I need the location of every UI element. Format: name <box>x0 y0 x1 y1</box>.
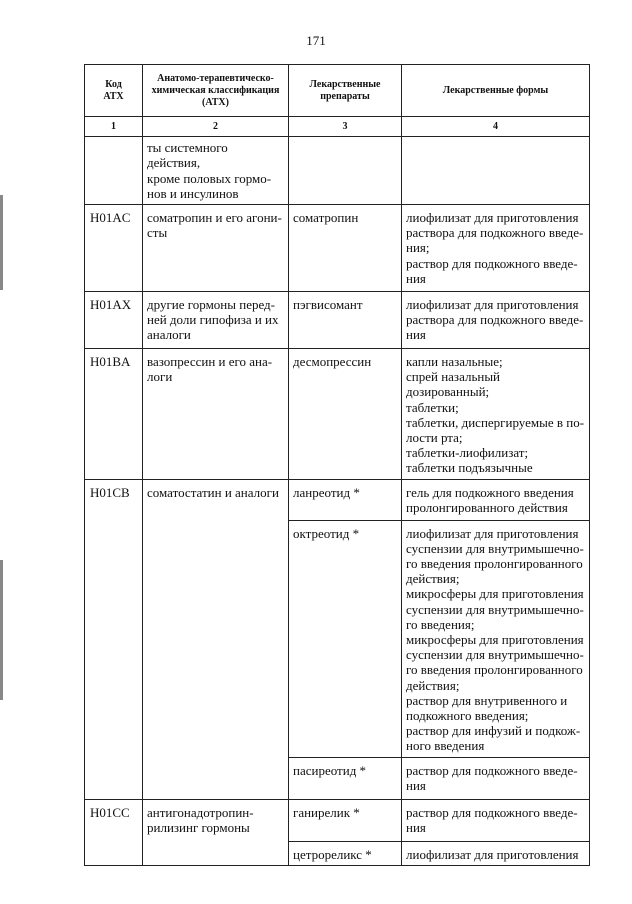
table-row <box>85 479 590 520</box>
header-atc: Анатомо-терапевтическо- химическая классификация (АТХ) <box>143 65 289 117</box>
column-numbers-row <box>85 117 590 137</box>
forms-cell: лиофилизат для приготовления суспензии для внутримышечно- го введения пролонгированного действия; микросферы для приготовления суспензии для внутримышечно- го введения; микросферы для приготовления суспензии для внутримышечно- го введения пролонгированного действия; раствор для внутривенного и подкожного введения; раствор для инфузий и подкож- ного введения <box>402 520 590 757</box>
header-row <box>85 65 590 117</box>
atc-cell: ты системного действия, кроме половых гормо- нов и инсулинов <box>143 137 289 205</box>
left-margin-mark <box>0 195 3 290</box>
drug-cell: ганирелик * <box>289 799 402 841</box>
drug-cell <box>289 137 402 205</box>
code-cell: H01CB <box>85 479 143 799</box>
drug-table <box>84 64 590 866</box>
table-row <box>85 137 590 205</box>
page-number: 171 <box>306 33 326 48</box>
column-number: 4 <box>402 117 590 137</box>
drug-cell: пасиреотид * <box>289 757 402 799</box>
atc-cell: антигонадотропин- рилизинг гормоны <box>143 799 289 865</box>
table-row <box>85 349 590 480</box>
drug-cell: октреотид * <box>289 520 402 757</box>
drug-cell: десмопрессин <box>289 349 402 480</box>
code-cell: H01AX <box>85 292 143 349</box>
table-row <box>85 799 590 841</box>
forms-cell: лиофилизат для приготовления <box>402 841 590 865</box>
forms-cell: лиофилизат для приготовления раствора для подкожного введе- ния <box>402 292 590 349</box>
forms-cell: лиофилизат для приготовления раствора для подкожного введе- ния; раствор для подкожного введе- ния <box>402 205 590 292</box>
drug-cell: ланреотид * <box>289 479 402 520</box>
code-cell <box>85 137 143 205</box>
header-forms: Лекарственные формы <box>402 65 590 117</box>
code-cell: H01BA <box>85 349 143 480</box>
code-cell: H01CC <box>85 799 143 865</box>
header-code: Код АТХ <box>85 65 143 117</box>
forms-cell: раствор для подкожного введе- ния <box>402 799 590 841</box>
atc-cell: вазопрессин и его ана- логи <box>143 349 289 480</box>
drug-cell: цетрореликс * <box>289 841 402 865</box>
header-drugs: Лекарственные препараты <box>289 65 402 117</box>
code-cell: H01AC <box>85 205 143 292</box>
column-number: 2 <box>143 117 289 137</box>
atc-cell: другие гормоны перед- ней доли гипофиза и их аналоги <box>143 292 289 349</box>
table-row <box>85 205 590 292</box>
atc-cell: соматропин и его агони- сты <box>143 205 289 292</box>
column-number: 3 <box>289 117 402 137</box>
atc-cell: соматостатин и аналоги <box>143 479 289 799</box>
forms-cell: гель для подкожного введения пролонгированного действия <box>402 479 590 520</box>
drug-cell: соматропин <box>289 205 402 292</box>
forms-cell: капли назальные; спрей назальный дозированный; таблетки; таблетки, диспергируемые в по- лости рта; таблетки-лиофилизат; таблетки подъязычные <box>402 349 590 480</box>
left-margin-mark <box>0 560 3 700</box>
forms-cell: раствор для подкожного введе- ния <box>402 757 590 799</box>
forms-cell <box>402 137 590 205</box>
table-row <box>85 292 590 349</box>
drug-cell: пэгвисомант <box>289 292 402 349</box>
column-number: 1 <box>85 117 143 137</box>
